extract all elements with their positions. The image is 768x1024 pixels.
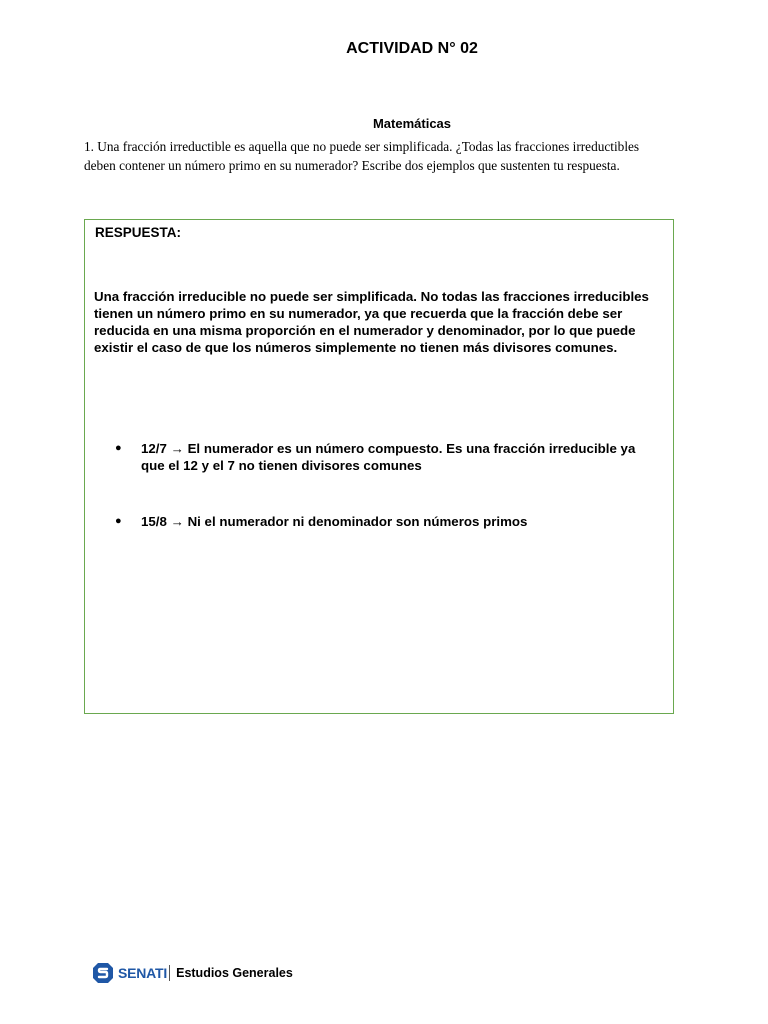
subject-title: Matemáticas	[372, 116, 452, 131]
logo-text: SENATI	[118, 965, 168, 981]
bullet-icon: ●	[115, 442, 122, 454]
list-item	[115, 440, 655, 474]
bullet-icon: ●	[115, 515, 122, 527]
examples-list	[115, 440, 655, 530]
footer-label: Estudios Generales	[176, 966, 293, 980]
footer-divider	[169, 965, 170, 981]
document-title: ACTIVIDAD N° 02	[346, 40, 478, 57]
example-text: 15/8 → Ni el numerador ni denominador son números primos	[141, 514, 528, 529]
senati-logo-icon	[92, 962, 114, 984]
question-text: 1. Una fracción irreductible es aquella que no puede ser simplificada. ¿Todas las fracciones irreductibles deben contener un número primo en su numerador? Escribe dos ejemplos que sustenten tu respuesta.	[84, 139, 640, 173]
footer	[92, 961, 293, 985]
example-text: 12/7 → El numerador es un número compuesto. Es una fracción irreducible ya que el 12 y el 7 no tienen divisores comunes	[141, 441, 636, 473]
answer-label: RESPUESTA:	[95, 225, 182, 240]
answer-text: Una fracción irreducible no puede ser simplificada. No todas las fracciones irreducibles tienen un número primo en su numerador, ya que recuerda que la fracción debe ser reducida en una misma proporción en el numerador y denominador, por lo que puede existir el caso de que los números simplemente no tienen más divisores comunes.	[94, 289, 649, 355]
list-item	[115, 513, 655, 530]
answer-box	[84, 219, 674, 714]
